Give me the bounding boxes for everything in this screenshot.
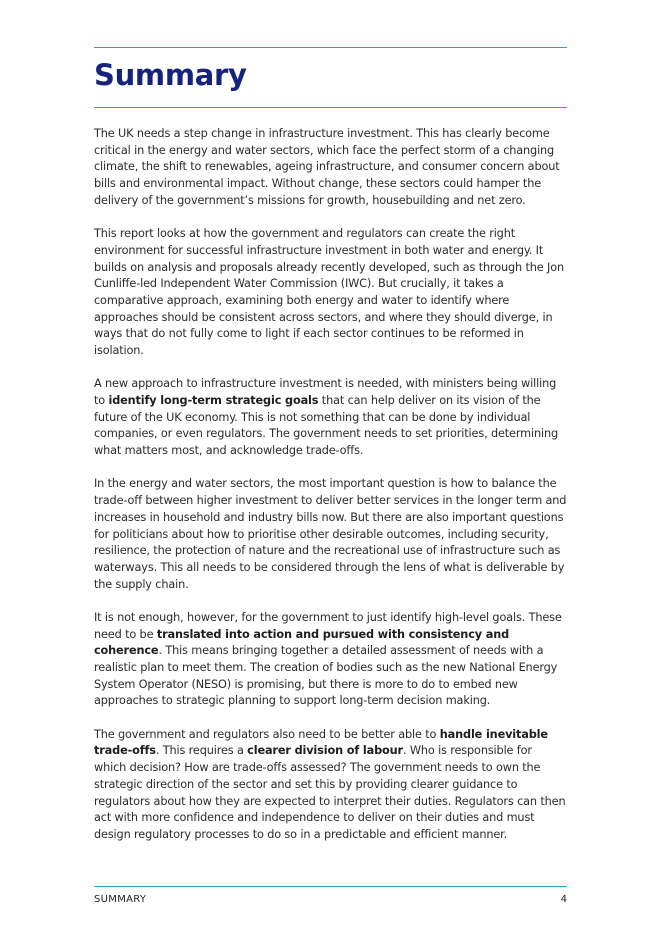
paragraph-text: . Who is responsible for which decision? How are trade-offs assessed? The government needs to own the strategic direction of the sector and set this by providing clearer guidance to regulators about how they are expected to interpret their duties. Regulators can then act with more confidence and independence to deliver on their duties and must design regulatory processes to do so in a predictable and efficient manner.	[94, 744, 566, 841]
paragraph-2	[94, 226, 567, 360]
paragraph-text: A new approach to infrastructure investment is needed, with ministers being willing to	[94, 377, 557, 408]
paragraph-4	[94, 476, 567, 593]
paragraph-text: . This means bringing together a detailed assessment of needs with a realistic plan to meet them. The creation of bodies such as the new National Energy System Operator (NESO) is promising, but there is more to do to embed new approaches to strategic planning to support long-term decision making.	[94, 644, 558, 708]
paragraph-text: This report looks at how the government and regulators can create the right environment for successful infrastructure investment in both water and energy. It builds on analysis and proposals already recently developed, such as through the Jon Cunliffe-led Independent Water Commission (IWC). But crucially, it takes a comparative approach, examining both energy and water to identify where approaches should be consistent across sectors, and where they should diverge, in ways that do not fully come to light if each sector continues to be reformed in isolation.	[94, 227, 564, 358]
page-title: Summary	[94, 58, 247, 92]
paragraph-text: In the energy and water sectors, the most important question is how to balance the trade-off between higher investment to deliver better services in the longer term and increases in household and industry bills now. But there are also important questions for politicians about how to prioritise other desirable outcomes, including security, resilience, the protection of nature and the recreational use of infrastructure such as waterways. This all needs to be considered through the lens of what is deliverable by the supply chain.	[94, 477, 567, 591]
footer-rule	[94, 886, 567, 887]
body-text	[94, 126, 567, 860]
paragraph-text: The government and regulators also need to be better able to	[94, 727, 440, 741]
header-top-rule	[94, 47, 567, 48]
page-number: 4	[560, 894, 567, 905]
paragraph-6	[94, 727, 567, 844]
paragraph-text: . This requires a	[155, 744, 248, 758]
emphasis-text: identify long-term strategic goals	[108, 394, 319, 408]
paragraph-text: that can help deliver on its vision of the future of the UK economy. This is not something that can be done by individual companies, or even regulators. The government needs to set priorities, determining what matters most, and acknowledge trade-offs.	[94, 394, 559, 458]
emphasis-text: clearer division of labour	[247, 744, 403, 758]
paragraph-5	[94, 610, 567, 710]
paragraph-text: The UK needs a step change in infrastructure investment. This has clearly become critical in the energy and water sectors, which face the perfect storm of a changing climate, the shift to renewables, ageing infrastructure, and consumer concern about bills and environmental impact. Without change, these sectors could hamper the delivery of the government’s missions for growth, housebuilding and net zero.	[94, 127, 560, 207]
paragraph-3	[94, 376, 567, 460]
paragraph-text: It is not enough, however, for the government to just identify high-level goals. These need to be	[94, 610, 562, 641]
emphasis-text: handle inevitable trade-offs	[94, 727, 548, 758]
emphasis-text: translated into action and pursued with consistency and coherence	[94, 627, 510, 658]
footer-section-label: SUMMARY	[94, 894, 147, 905]
paragraph-1	[94, 126, 567, 210]
header-bottom-rule	[94, 107, 567, 108]
